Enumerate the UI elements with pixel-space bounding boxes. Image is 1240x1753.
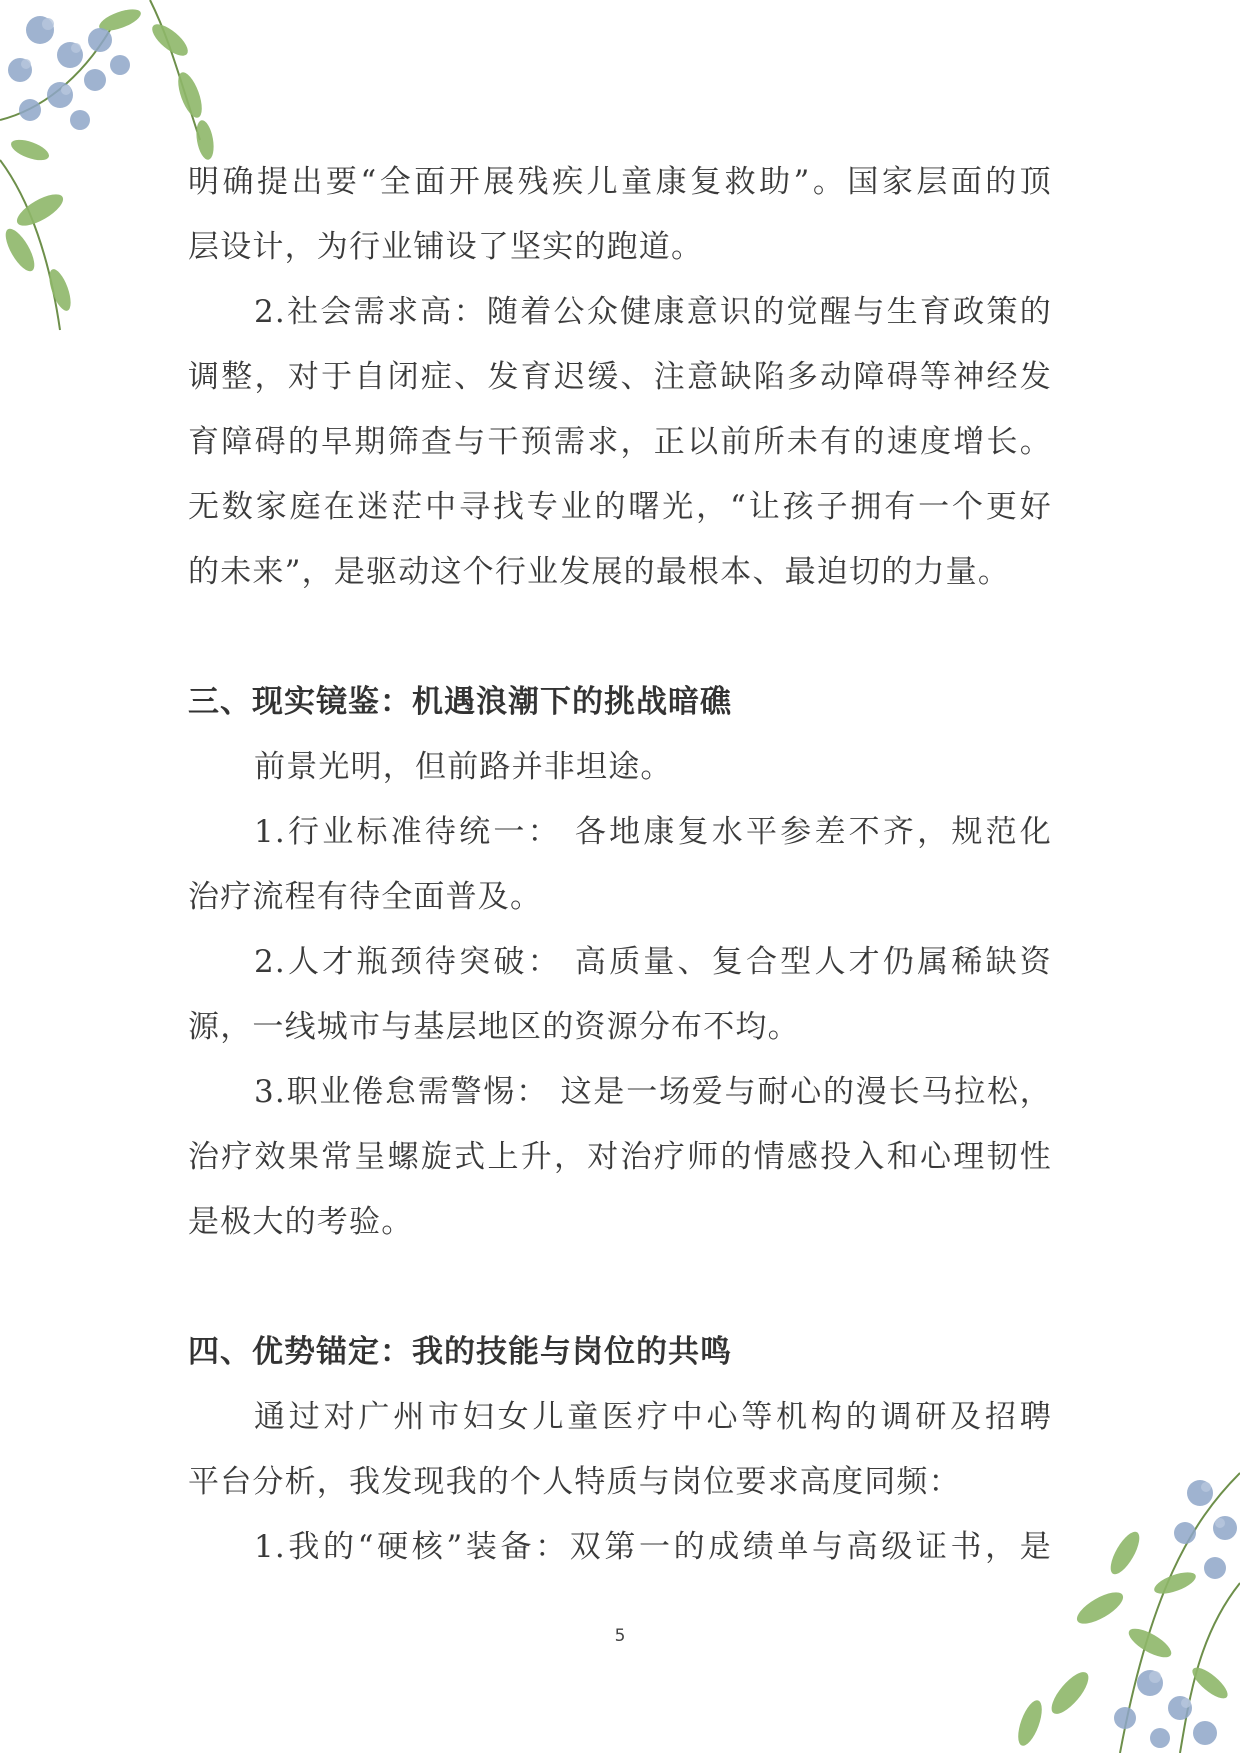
paragraph-2-line-5: 的未来”，是驱动这个行业发展的最根本、最迫切的力量。 bbox=[188, 554, 1011, 590]
paragraph-3-line-1: 前景光明，但前路并非坦途。 bbox=[254, 749, 673, 785]
paragraph-5-line-2: 源，一线城市与基层地区的资源分布不均。 bbox=[188, 1009, 800, 1045]
paragraph-7-line-2: 平台分析，我发现我的个人特质与岗位要求高度同频： bbox=[188, 1464, 961, 1500]
paragraph-2-line-2: 调整，对于自闭症、发育迟缓、注意缺陷多动障碍等神经发 bbox=[188, 359, 1052, 395]
document-body bbox=[188, 150, 1052, 1580]
paragraph-1-line-1: 明确提出要“全面开展残疾儿童康复救助”。国家层面的顶 bbox=[188, 164, 1052, 200]
section-heading-4: 四、优势锚定：我的技能与岗位的共鸣 bbox=[188, 1334, 732, 1370]
paragraph-5-line-1: 2.人才瓶颈待突破： 高质量、复合型人才仍属稀缺资 bbox=[254, 944, 1052, 980]
paragraph-4-line-2: 治疗流程有待全面普及。 bbox=[188, 879, 543, 915]
paragraph-2-line-3: 育障碍的早期筛查与干预需求，正以前所未有的速度增长。 bbox=[188, 424, 1052, 460]
paragraph-7-line-1: 通过对广州市妇女儿童医疗中心等机构的调研及招聘 bbox=[254, 1399, 1052, 1435]
paragraph-4-line-1: 1.行业标准待统一： 各地康复水平参差不齐，规范化 bbox=[254, 814, 1052, 850]
paragraph-1-line-2: 层设计，为行业铺设了坚实的跑道。 bbox=[188, 229, 704, 265]
paragraph-6-line-1: 3.职业倦怠需警惕： 这是一场爱与耐心的漫长马拉松， bbox=[254, 1074, 1052, 1110]
paragraph-2-line-1: 2.社会需求高：随着公众健康意识的觉醒与生育政策的 bbox=[254, 294, 1052, 330]
section-heading-3: 三、现实镜鉴：机遇浪潮下的挑战暗礁 bbox=[188, 684, 732, 720]
paragraph-2-line-4: 无数家庭在迷茫中寻找专业的曙光，“让孩子拥有一个更好 bbox=[188, 489, 1052, 525]
paragraph-8-line-1: 1.我的“硬核”装备：双第一的成绩单与高级证书，是 bbox=[254, 1529, 1052, 1565]
paragraph-6-line-2: 治疗效果常呈螺旋式上升，对治疗师的情感投入和心理韧性 bbox=[188, 1139, 1052, 1175]
page-number: 5 bbox=[614, 1626, 626, 1646]
paragraph-6-line-3: 是极大的考验。 bbox=[188, 1204, 414, 1240]
